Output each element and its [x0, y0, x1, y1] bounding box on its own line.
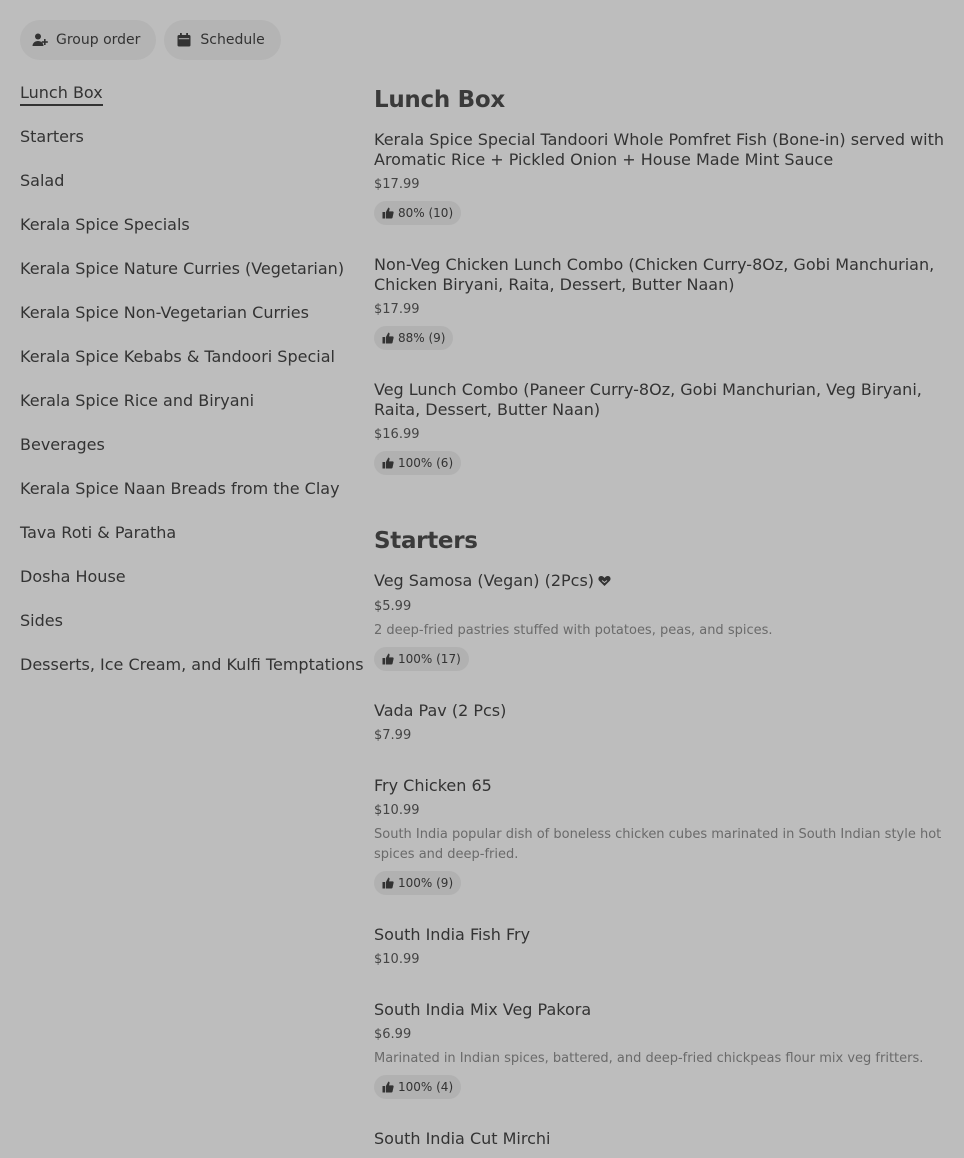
sidebar-item-label: Starters — [20, 127, 84, 146]
item-name: Veg Samosa (Vegan) (2Pcs) — [374, 571, 595, 590]
item-name: South India Cut Mirchi — [374, 1128, 551, 1148]
schedule-button[interactable] — [164, 20, 280, 60]
item-price: $7.99 — [374, 727, 412, 743]
category-sidebar — [20, 80, 364, 696]
sidebar-item-salad[interactable] — [20, 168, 328, 212]
rating-badge — [374, 1075, 461, 1099]
heart-icon — [598, 572, 611, 592]
schedule-label: Schedule — [200, 32, 265, 48]
sidebar-item-lunch-box[interactable] — [20, 80, 328, 124]
rating-text: 80% (10) — [398, 206, 454, 220]
section-title: Lunch Box — [374, 87, 505, 113]
item-name: Vada Pav (2 Pcs) — [374, 700, 507, 720]
item-price: $6.99 — [374, 1026, 412, 1042]
sidebar-item-starters[interactable] — [20, 124, 328, 168]
rating-text: 100% (4) — [398, 1079, 454, 1094]
menu-item[interactable] — [374, 925, 944, 970]
sidebar-item-desserts[interactable] — [20, 652, 364, 696]
group-order-label: Group order — [56, 32, 141, 48]
rating-text: 100% (17) — [398, 651, 461, 666]
sidebar-item-label: Tava Roti & Paratha — [20, 523, 177, 542]
thumbs-up-icon — [382, 877, 394, 889]
item-name-row — [374, 571, 944, 592]
menu-item[interactable] — [374, 1129, 944, 1149]
sidebar-item-label: Kerala Spice Kebabs & Tandoori Special — [20, 347, 335, 366]
calendar-icon — [176, 32, 192, 48]
sidebar-item-beverages[interactable] — [20, 432, 328, 476]
item-name: South India Fish Fry — [374, 924, 531, 944]
group-order-button[interactable] — [20, 20, 156, 60]
item-price: $17.99 — [374, 177, 420, 192]
menu-content — [374, 84, 944, 1149]
rating-text: 100% (9) — [398, 875, 454, 890]
item-price: $17.99 — [374, 302, 420, 317]
sidebar-item-label: Salad — [20, 171, 65, 190]
menu-item[interactable] — [374, 776, 944, 895]
rating-badge — [374, 326, 453, 350]
rating-badge — [374, 451, 461, 475]
sidebar-item-non-veg-curries[interactable] — [20, 300, 328, 344]
sidebar-item-kebabs-tandoori[interactable] — [20, 344, 335, 388]
thumbs-up-icon — [382, 332, 394, 344]
menu-item[interactable] — [374, 571, 944, 671]
sidebar-item-label: Sides — [20, 611, 63, 630]
item-name: Kerala Spice Special Tandoori Whole Pomfret Fish (Bone-in) served with Aromatic Rice + Pickled Onion + House Made Mint Sauce — [374, 130, 945, 169]
sidebar-item-label: Desserts, Ice Cream, and Kulfi Temptations — [20, 655, 364, 674]
rating-text: 100% (6) — [398, 456, 454, 470]
sidebar-item-nature-curries[interactable] — [20, 256, 345, 300]
sidebar-item-rice-biryani[interactable] — [20, 388, 328, 432]
add-person-icon — [32, 32, 48, 48]
sidebar-item-label: Dosha House — [20, 567, 126, 586]
thumbs-up-icon — [382, 653, 394, 665]
item-description: South India popular dish of boneless chicken cubes marinated in South Indian style hot spices and deep-fried. — [374, 826, 942, 862]
item-price: $10.99 — [374, 951, 420, 967]
sidebar-item-naan-breads[interactable] — [20, 476, 340, 520]
item-description: Marinated in Indian spices, battered, and deep-fried chickpeas flour mix veg fritters. — [374, 1050, 924, 1066]
menu-item[interactable] — [374, 1000, 944, 1099]
sidebar-item-tava-roti[interactable] — [20, 520, 328, 564]
sidebar-item-label: Kerala Spice Naan Breads from the Clay — [20, 479, 340, 498]
rating-badge — [374, 647, 469, 671]
rating-badge — [374, 871, 461, 895]
thumbs-up-icon — [382, 207, 394, 219]
item-name: Fry Chicken 65 — [374, 775, 492, 795]
menu-item[interactable] — [374, 255, 944, 350]
sidebar-item-label: Beverages — [20, 435, 105, 454]
sidebar-item-label: Kerala Spice Nature Curries (Vegetarian) — [20, 259, 345, 278]
item-name: Non-Veg Chicken Lunch Combo (Chicken Curry-8Oz, Gobi Manchurian, Chicken Biryani, Raita, Dessert, Butter Naan) — [374, 255, 935, 294]
thumbs-up-icon — [382, 457, 394, 469]
sidebar-item-dosha-house[interactable] — [20, 564, 328, 608]
thumbs-up-icon — [382, 1081, 394, 1093]
sidebar-item-label: Kerala Spice Non-Vegetarian Curries — [20, 303, 309, 322]
rating-badge — [374, 201, 461, 225]
item-description: 2 deep-fried pastries stuffed with potatoes, peas, and spices. — [374, 622, 773, 638]
menu-item[interactable] — [374, 380, 944, 475]
sidebar-item-label: Kerala Spice Rice and Biryani — [20, 391, 255, 410]
sidebar-item-label: Lunch Box — [20, 83, 103, 106]
item-price: $5.99 — [374, 598, 412, 614]
section-title: Starters — [374, 528, 478, 554]
top-actions — [20, 20, 281, 60]
item-name: South India Mix Veg Pakora — [374, 999, 592, 1019]
sidebar-item-label: Kerala Spice Specials — [20, 215, 190, 234]
item-price: $16.99 — [374, 427, 420, 442]
rating-text: 88% (9) — [398, 331, 446, 345]
menu-item[interactable] — [374, 701, 944, 746]
menu-item[interactable] — [374, 130, 944, 225]
sidebar-item-kerala-spice-specials[interactable] — [20, 212, 328, 256]
item-price: $10.99 — [374, 802, 420, 818]
sidebar-item-sides[interactable] — [20, 608, 328, 652]
item-name: Veg Lunch Combo (Paneer Curry-8Oz, Gobi Manchurian, Veg Biryani, Raita, Dessert, Butter Naan) — [374, 380, 922, 419]
